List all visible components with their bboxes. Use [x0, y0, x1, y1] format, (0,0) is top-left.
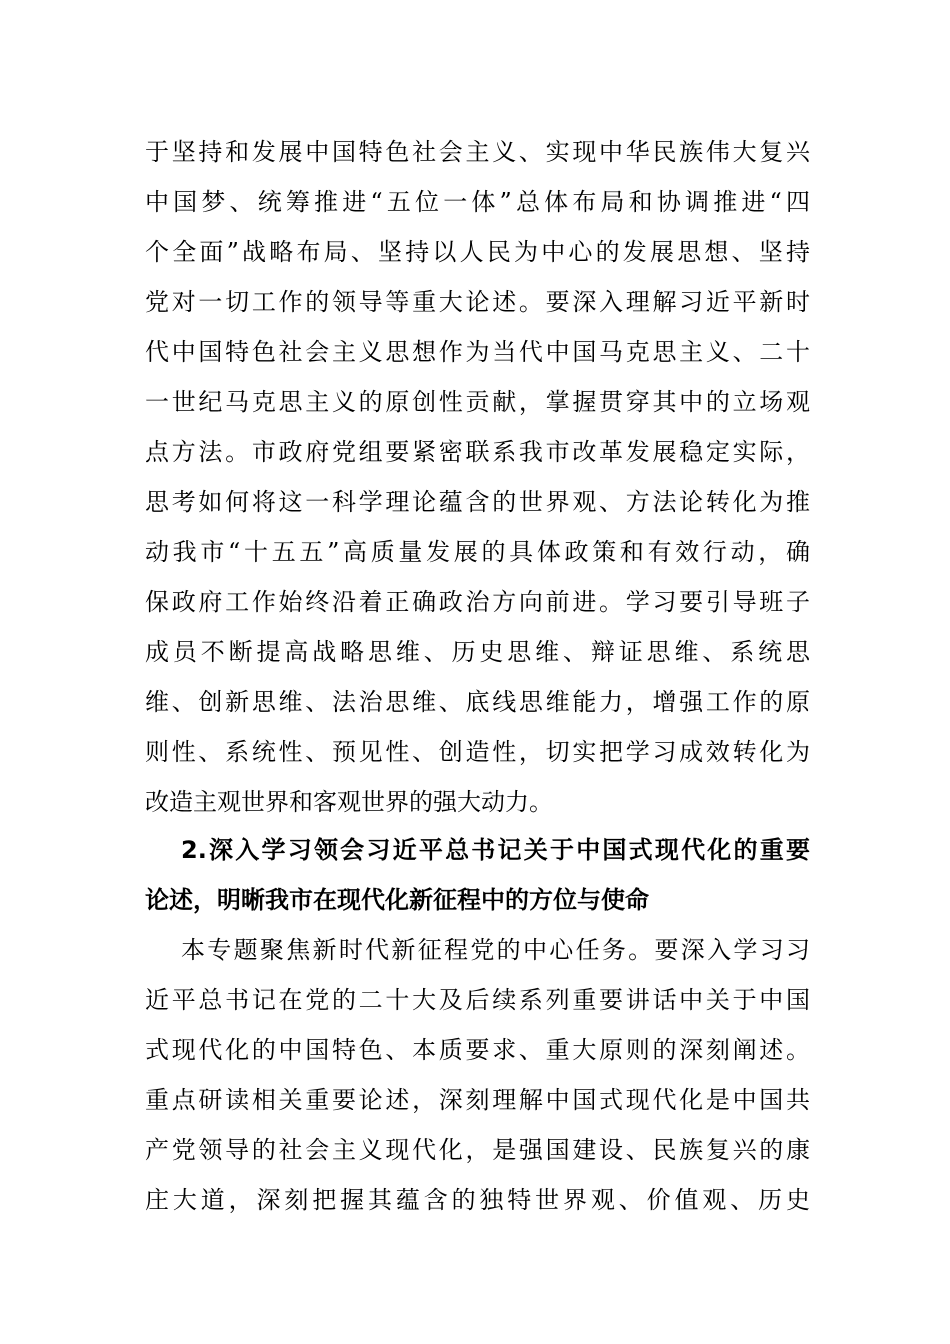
paragraph-2-line: 本专题聚焦新时代新征程党的中心任务。要深入学习习: [181, 936, 810, 964]
paragraph-1-line: 维、创新思维、法治思维、底线思维能力，增强工作的原: [145, 688, 810, 716]
paragraph-2-line: 产党领导的社会主义现代化，是强国建设、民族复兴的康: [145, 1136, 810, 1164]
paragraph-1-line: 代中国特色社会主义思想作为当代中国马克思主义、二十: [145, 338, 810, 366]
section-heading-line: 2.深入学习领会习近平总书记关于中国式现代化的重要: [181, 836, 810, 864]
paragraph-2-line: 庄大道，深刻把握其蕴含的独特世界观、价值观、历史: [145, 1186, 810, 1214]
paragraph-1: [145, 127, 810, 827]
paragraph-2-line: 近平总书记在党的二十大及后续系列重要讲话中关于中国: [145, 986, 810, 1014]
paragraph-1-line: 则性、系统性、预见性、创造性，切实把学习成效转化为: [145, 738, 810, 766]
paragraph-2: [145, 925, 810, 1225]
section-heading-line: 论述，明晰我市在现代化新征程中的方位与使命: [145, 886, 649, 914]
paragraph-1-line: 成员不断提高战略思维、历史思维、辩证思维、系统思: [145, 638, 810, 666]
paragraph-1-line: 点方法。市政府党组要紧密联系我市改革发展稳定实际，: [145, 438, 810, 466]
paragraph-2-line: 重点研读相关重要论述，深刻理解中国式现代化是中国共: [145, 1086, 810, 1114]
section-heading-2: [145, 825, 810, 925]
paragraph-1-line: 改造主观世界和客观世界的强大动力。: [145, 788, 553, 816]
paragraph-1-line: 保政府工作始终沿着正确政治方向前进。学习要引导班子: [145, 588, 810, 616]
paragraph-1-line: 于坚持和发展中国特色社会主义、实现中华民族伟大复兴: [145, 138, 810, 166]
paragraph-1-line: 个全面”战略布局、坚持以人民为中心的发展思想、坚持: [145, 238, 810, 266]
paragraph-2-line: 式现代化的中国特色、本质要求、重大原则的深刻阐述。: [145, 1036, 810, 1064]
paragraph-1-line: 动我市“十五五”高质量发展的具体政策和有效行动，确: [145, 538, 810, 566]
paragraph-1-line: 中国梦、统筹推进“五位一体”总体布局和协调推进“四: [145, 188, 810, 216]
paragraph-1-line: 党对一切工作的领导等重大论述。要深入理解习近平新时: [145, 288, 810, 316]
paragraph-1-line: 一世纪马克思主义的原创性贡献，掌握贯穿其中的立场观: [145, 388, 810, 416]
paragraph-1-line: 思考如何将这一科学理论蕴含的世界观、方法论转化为推: [145, 488, 810, 516]
